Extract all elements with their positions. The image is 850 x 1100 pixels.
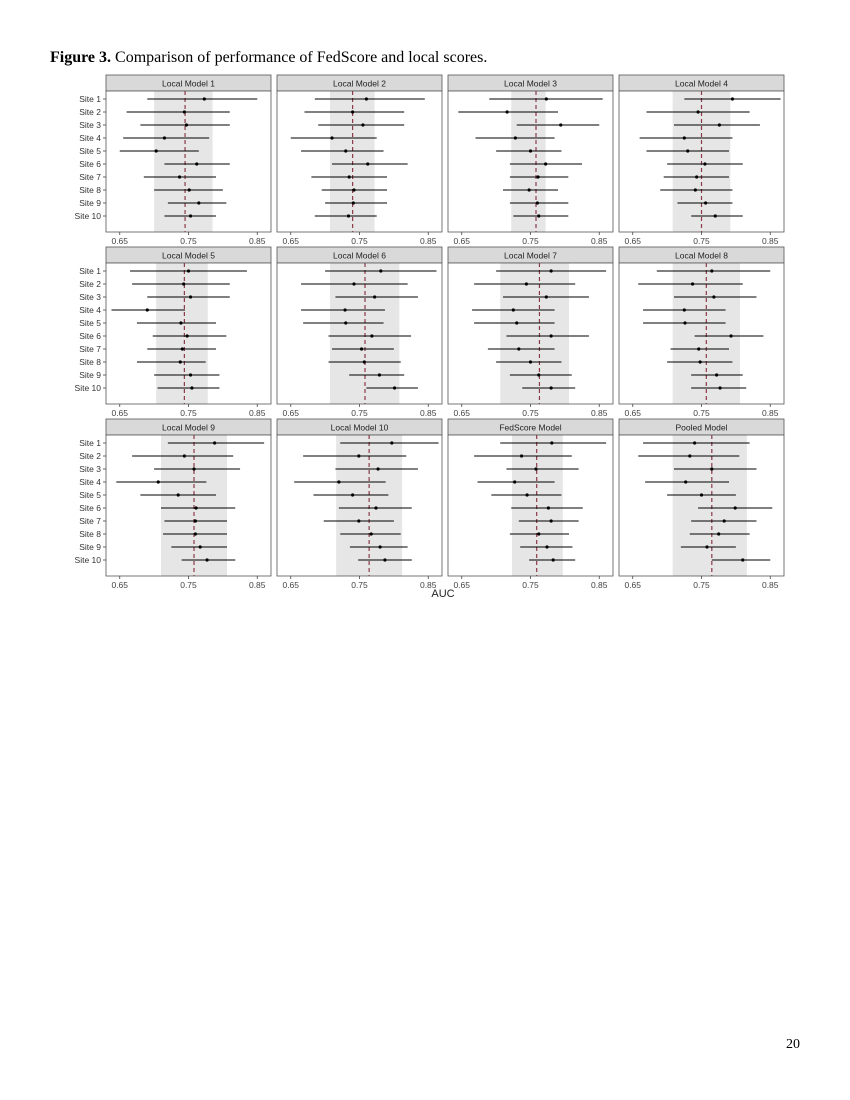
point-estimate: [337, 480, 340, 483]
panel-9: [75, 419, 271, 590]
x-axis-title: AUC: [431, 588, 455, 600]
point-estimate: [710, 269, 713, 272]
point-estimate: [723, 519, 726, 522]
point-estimate: [513, 480, 516, 483]
point-estimate: [545, 545, 548, 548]
x-tick-label: 0.75: [351, 408, 368, 418]
point-estimate: [683, 136, 686, 139]
site-label: Site 1: [79, 266, 101, 276]
point-estimate: [370, 334, 373, 337]
point-estimate: [185, 123, 188, 126]
panel-title: Local Model 8: [675, 250, 728, 261]
x-tick-label: 0.85: [590, 236, 608, 246]
site-label: Site 2: [79, 107, 101, 117]
site-label: Site 4: [79, 477, 101, 487]
site-label: Site 6: [79, 503, 101, 513]
point-estimate: [189, 373, 192, 376]
panel-title: Local Model 9: [162, 422, 215, 433]
point-estimate: [528, 188, 531, 191]
point-estimate: [712, 295, 715, 298]
x-tick-label: 0.75: [180, 236, 197, 246]
point-estimate: [699, 360, 702, 363]
point-estimate: [529, 360, 532, 363]
point-estimate: [360, 347, 363, 350]
point-estimate: [352, 201, 355, 204]
site-label: Site 8: [79, 529, 101, 539]
point-estimate: [378, 373, 381, 376]
point-estimate: [537, 214, 540, 217]
point-estimate: [383, 558, 386, 561]
point-estimate: [330, 136, 333, 139]
point-estimate: [195, 162, 198, 165]
point-estimate: [550, 386, 553, 389]
point-estimate: [545, 97, 548, 100]
point-estimate: [700, 493, 703, 496]
x-tick-label: 0.85: [419, 236, 437, 246]
x-tick-label: 0.65: [624, 408, 642, 418]
point-estimate: [515, 321, 518, 324]
site-label: Site 10: [74, 555, 101, 565]
site-label: Site 9: [79, 370, 101, 380]
point-estimate: [194, 506, 197, 509]
point-estimate: [683, 321, 686, 324]
site-label: Site 1: [79, 94, 101, 104]
point-estimate: [205, 558, 208, 561]
point-estimate: [155, 149, 158, 152]
point-estimate: [703, 162, 706, 165]
point-estimate: [376, 467, 379, 470]
site-label: Site 10: [74, 383, 101, 393]
x-tick-label: 0.85: [590, 408, 608, 418]
site-label: Site 5: [79, 490, 101, 500]
point-estimate: [717, 532, 720, 535]
point-estimate: [734, 506, 737, 509]
point-estimate: [537, 373, 540, 376]
panel-title: Local Model 2: [333, 78, 386, 89]
point-estimate: [363, 360, 366, 363]
point-estimate: [506, 110, 509, 113]
point-estimate: [714, 214, 717, 217]
point-estimate: [691, 282, 694, 285]
x-tick-label: 0.65: [624, 580, 642, 590]
x-tick-label: 0.85: [761, 236, 779, 246]
point-estimate: [529, 149, 532, 152]
x-tick-label: 0.65: [624, 236, 642, 246]
point-estimate: [352, 188, 355, 191]
point-estimate: [550, 269, 553, 272]
page-number: 20: [786, 1037, 800, 1052]
point-estimate: [163, 136, 166, 139]
panel-title: Local Model 10: [330, 422, 389, 433]
point-estimate: [525, 282, 528, 285]
panel-10: [277, 419, 442, 590]
point-estimate: [688, 454, 691, 457]
point-estimate: [187, 269, 190, 272]
point-estimate: [189, 295, 192, 298]
site-label: Site 1: [79, 438, 101, 448]
site-label: Site 5: [79, 318, 101, 328]
site-label: Site 9: [79, 542, 101, 552]
point-estimate: [536, 201, 539, 204]
x-tick-label: 0.75: [522, 236, 539, 246]
x-tick-label: 0.75: [693, 580, 710, 590]
site-label: Site 4: [79, 133, 101, 143]
x-tick-label: 0.85: [419, 580, 437, 590]
point-estimate: [188, 188, 191, 191]
panel-3: [448, 75, 613, 246]
point-estimate: [684, 480, 687, 483]
site-label: Site 5: [79, 146, 101, 156]
point-estimate: [695, 175, 698, 178]
point-estimate: [370, 532, 373, 535]
point-estimate: [373, 295, 376, 298]
x-tick-label: 0.85: [248, 408, 266, 418]
site-label: Site 7: [79, 344, 101, 354]
point-estimate: [181, 347, 184, 350]
point-estimate: [194, 532, 197, 535]
panel-title: Local Model 7: [504, 250, 557, 261]
point-estimate: [390, 441, 393, 444]
x-tick-label: 0.65: [453, 580, 471, 590]
point-estimate: [183, 454, 186, 457]
site-label: Site 6: [79, 331, 101, 341]
panel-title: Local Model 4: [675, 78, 728, 89]
point-estimate: [550, 334, 553, 337]
point-estimate: [179, 321, 182, 324]
point-estimate: [694, 188, 697, 191]
point-estimate: [547, 506, 550, 509]
x-tick-label: 0.65: [282, 580, 300, 590]
point-estimate: [537, 532, 540, 535]
panel-6: [277, 247, 442, 418]
point-estimate: [704, 201, 707, 204]
point-estimate: [550, 519, 553, 522]
point-estimate: [361, 123, 364, 126]
point-estimate: [344, 321, 347, 324]
point-estimate: [550, 441, 553, 444]
point-estimate: [157, 480, 160, 483]
point-estimate: [182, 282, 185, 285]
point-estimate: [192, 467, 195, 470]
site-label: Site 10: [74, 211, 101, 221]
point-estimate: [559, 123, 562, 126]
point-estimate: [552, 558, 555, 561]
panel-4: [619, 75, 784, 246]
point-estimate: [536, 175, 539, 178]
panel-1: [75, 75, 271, 246]
point-estimate: [393, 386, 396, 389]
point-estimate: [357, 454, 360, 457]
point-estimate: [197, 201, 200, 204]
point-estimate: [693, 441, 696, 444]
x-tick-label: 0.75: [693, 236, 710, 246]
panel-8: [619, 247, 784, 418]
point-estimate: [351, 493, 354, 496]
point-estimate: [718, 386, 721, 389]
point-estimate: [194, 519, 197, 522]
panel-title: Local Model 3: [504, 78, 557, 89]
point-estimate: [534, 467, 537, 470]
point-estimate: [512, 308, 515, 311]
x-tick-label: 0.65: [111, 580, 129, 590]
point-estimate: [379, 545, 382, 548]
x-tick-label: 0.65: [111, 408, 129, 418]
panel-title: Local Model 5: [162, 250, 215, 261]
x-tick-label: 0.75: [180, 580, 197, 590]
point-estimate: [729, 334, 732, 337]
point-estimate: [683, 308, 686, 311]
figure-caption-text: Comparison of performance of FedScore and local scores.: [111, 49, 488, 66]
panel-title: Local Model 1: [162, 78, 215, 89]
x-tick-label: 0.75: [522, 408, 539, 418]
site-label: Site 7: [79, 172, 101, 182]
point-estimate: [190, 386, 193, 389]
site-label: Site 3: [79, 464, 101, 474]
point-estimate: [379, 269, 382, 272]
point-estimate: [366, 162, 369, 165]
site-label: Site 4: [79, 305, 101, 315]
point-estimate: [351, 110, 354, 113]
point-estimate: [213, 441, 216, 444]
point-estimate: [146, 308, 149, 311]
point-estimate: [525, 493, 528, 496]
point-estimate: [514, 136, 517, 139]
x-tick-label: 0.85: [761, 580, 779, 590]
x-tick-label: 0.85: [590, 580, 608, 590]
point-estimate: [178, 175, 181, 178]
point-estimate: [347, 214, 350, 217]
point-estimate: [718, 123, 721, 126]
point-estimate: [344, 149, 347, 152]
point-estimate: [183, 110, 186, 113]
site-label: Site 8: [79, 357, 101, 367]
point-estimate: [520, 454, 523, 457]
point-estimate: [179, 360, 182, 363]
x-tick-label: 0.65: [453, 236, 471, 246]
x-tick-label: 0.75: [522, 580, 539, 590]
point-estimate: [199, 545, 202, 548]
point-estimate: [352, 282, 355, 285]
panel-title: FedScore Model: [499, 422, 562, 433]
point-estimate: [741, 558, 744, 561]
point-estimate: [357, 519, 360, 522]
point-estimate: [343, 308, 346, 311]
point-estimate: [545, 295, 548, 298]
point-estimate: [348, 175, 351, 178]
site-label: Site 7: [79, 516, 101, 526]
x-tick-label: 0.85: [248, 580, 266, 590]
site-label: Site 2: [79, 279, 101, 289]
panel-2: [277, 75, 442, 246]
x-tick-label: 0.75: [693, 408, 710, 418]
panel-12: [619, 419, 784, 590]
site-label: Site 3: [79, 292, 101, 302]
point-estimate: [365, 97, 368, 100]
panel-11: [448, 419, 613, 590]
point-estimate: [705, 545, 708, 548]
site-label: Site 6: [79, 159, 101, 169]
point-estimate: [697, 347, 700, 350]
point-estimate: [186, 334, 189, 337]
point-estimate: [710, 467, 713, 470]
panel-title: Pooled Model: [675, 422, 728, 433]
x-tick-label: 0.85: [761, 408, 779, 418]
panel-7: [448, 247, 613, 418]
x-tick-label: 0.65: [282, 236, 300, 246]
figure-label: Figure 3.: [50, 49, 112, 66]
site-label: Site 3: [79, 120, 101, 130]
panel-title: Local Model 6: [333, 250, 386, 261]
point-estimate: [374, 506, 377, 509]
x-tick-label: 0.75: [351, 580, 368, 590]
point-estimate: [189, 214, 192, 217]
point-estimate: [177, 493, 180, 496]
x-tick-label: 0.75: [180, 408, 197, 418]
x-tick-label: 0.65: [282, 408, 300, 418]
point-estimate: [203, 97, 206, 100]
x-tick-label: 0.75: [351, 236, 368, 246]
site-label: Site 8: [79, 185, 101, 195]
point-estimate: [544, 162, 547, 165]
point-estimate: [517, 347, 520, 350]
x-tick-label: 0.65: [111, 236, 129, 246]
panel-5: [75, 247, 271, 418]
point-estimate: [696, 110, 699, 113]
point-estimate: [731, 97, 734, 100]
x-tick-label: 0.65: [453, 408, 471, 418]
point-estimate: [686, 149, 689, 152]
x-tick-label: 0.85: [419, 408, 437, 418]
point-estimate: [715, 373, 718, 376]
site-label: Site 9: [79, 198, 101, 208]
site-label: Site 2: [79, 451, 101, 461]
x-tick-label: 0.85: [248, 236, 266, 246]
